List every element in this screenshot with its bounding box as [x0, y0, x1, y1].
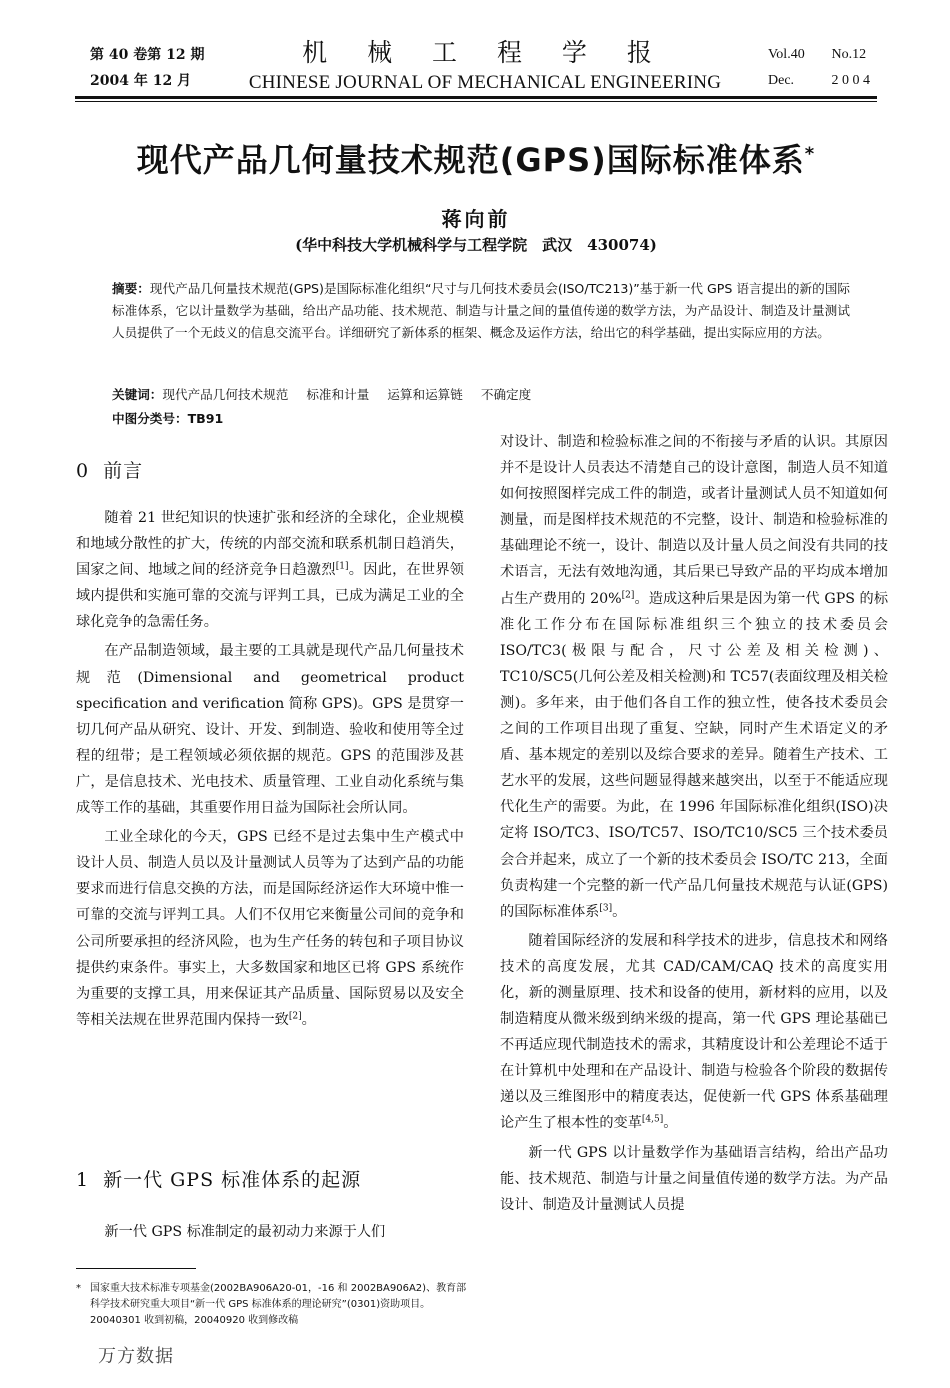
volume-en: Vol.40 — [768, 47, 805, 62]
paragraph — [76, 505, 464, 635]
paragraph — [500, 928, 888, 1137]
section-number: 1 — [76, 1169, 90, 1191]
citation: [4,5] — [641, 1114, 664, 1125]
footnote — [76, 1281, 468, 1329]
paragraph-text: 随着 21 世纪知识的快速扩张和经济的全球化，企业规模和地域分散性的扩大，传统的内部交流和联系机制日趋消失，国家之间、地域之间的经济竞争日趋激烈 — [76, 510, 464, 579]
abstract — [112, 278, 850, 344]
footnote-text: 国家重大技术标准专项基金(2002BA906A20-01，-16 和 2002BA906A2)、教育部科学技术研究重大项目“新一代 GPS 标准体系的理论研究”(0301)资助项目。20040301 收到初稿，20040920 收到修改稿 — [90, 1283, 467, 1326]
keyword-item: 标准和计量 — [306, 387, 370, 402]
classification-value: TB91 — [187, 411, 224, 426]
author: 蒋向前 — [441, 207, 511, 231]
keyword-item: 不确定度 — [480, 387, 532, 402]
journal-name-cn: 机 械 工 程 学 报 — [302, 38, 668, 67]
paragraph — [500, 429, 888, 925]
paragraph-text: 。因此，在世界领域内提供和实施可靠的交流与评判工具，已成为满足工业的全球化竞争的急需任务。 — [76, 562, 464, 631]
paragraph-text: 对设计、制造和检验标准之间的不衔接与矛盾的认识。其原因并不是设计人员表达不清楚自己的设计意图，制造人员不知道如何按照图样完成工件的制造，或者计量测试人员不知道如何测量，而是图样技术规范的不完整，设计、制造和检验标准的基础理论不统一，设计、制造以及计量人员之间没有共同的技术语言，无法有效地沟通，其后果已导致产品的平均成本增加占生产费用的 20% — [500, 434, 888, 607]
paragraph: 新一代 GPS 以计量数学作为基础语言结构，给出产品功能、技术规范、制造与计量之间量值传递的数学方法。为产品设计、制造及计量测试人员提 — [500, 1144, 888, 1213]
paragraph — [76, 824, 464, 1033]
paragraph: 新一代 GPS 标准制定的最初动力来源于人们 — [104, 1224, 386, 1240]
paragraph: 在产品制造领域，最主要的工具就是现代产品几何量技术规范(Dimensional and geometrical product specification and verification 简称 GPS)。GPS 是贯穿一切几何产品从研究、设计、开发、到制造、验收和使用等全过程的纽带；是工程领域必须依据的规范。GPS 的范围涉及甚广，是信息技术、光电技术、质量管理、工业自动化系统与集成等工作的基础，其重要作用日益为国际社会所认同。 — [76, 643, 464, 817]
paragraph-text: 。 — [663, 1115, 678, 1132]
paragraph-text: 工业全球化的今天，GPS 已经不是过去集中生产模式中设计人员、制造人员以及计量测试人员等为了达到产品的功能要求而进行信息交换的方法，而是国际经济运作大环境中惟一可靠的交流与评判工具。人们不仅用它来衡量公司间的竞争和公司所要承担的经济风险，也为生产任务的转包和子项目协议提供约束条件。事实上，大多数国家和地区已将 GPS 系统作为重要的支撑工具，用来保证其产品质量、国际贸易以及安全等相关法规在世界范围内保持一致 — [76, 829, 464, 1028]
footnote-rule — [76, 1268, 196, 1269]
classification — [112, 408, 223, 430]
issue-info-cn — [90, 42, 204, 94]
section-heading-0 — [76, 456, 143, 483]
abstract-text: 现代产品几何量技术规范(GPS)是国际标准化组织“尺寸与几何技术委员会(ISO/TC213)”基于新一代 GPS 语言提出的新的国际标准体系，它以计量数学为基础，给出产品功能、技术规范、制造与计量之间的量值传递的数学方法，为产品设计、制造及计量测试人员提供了一个无歧义的信息交流平台。详细研究了新体系的框架、概念及运作方法，给出它的科学基础，提出实际应用的方法。 — [112, 281, 851, 340]
month-en: Dec. — [768, 73, 795, 88]
footnote-mark: * — [76, 1283, 81, 1294]
citation: [2] — [621, 589, 635, 600]
paragraph-text: 。 — [301, 1011, 316, 1028]
paragraph-text: 随着国际经济的发展和科学技术的进步，信息技术和网络技术的高度发展，尤其 CAD/CAM/CAQ 技术的高度实用化，新的测量原理、技术和设备的使用，新材料的应用，以及制造精度从微米级到纳米级的提高，第一代 GPS 理论基础已不再适应现代制造技术的需求，其精度设计和公差理论不适于在计算机中处理和在产品设计、制造与检验各个阶段的数据传递以及三维图形中的精度表达，促使新一代 GPS 体系基础理论产生了根本性的变革 — [500, 932, 888, 1132]
issue-info-en — [768, 42, 870, 94]
citation: [2] — [288, 1011, 302, 1022]
paper-title-text: 现代产品几何量技术规范(GPS)国际标准体系 — [136, 141, 805, 179]
paper-title — [75, 135, 877, 181]
database-watermark: 万方数据 — [98, 1346, 174, 1367]
title-footnote-mark: * — [804, 143, 816, 165]
year-en: 2 0 0 4 — [831, 73, 870, 88]
number-en: No.12 — [831, 47, 867, 62]
right-column-body — [500, 429, 888, 1218]
keyword-item: 现代产品几何技术规范 — [162, 387, 289, 402]
citation: [3] — [599, 902, 613, 913]
left-column-body — [76, 505, 464, 1033]
keywords-label: 关键词： — [112, 387, 163, 402]
paragraph-text: 。造成这种后果是因为第一代 GPS 的标准化工作分布在国际标准组织三个独立的技术委员会 ISO/TC3(极限与配合，尺寸公差及相关检测)、TC10/SC5(几何公差及相关检测)和 TC57(表面纹理及相关检测)。多年来，由于他们各自工作的独立性，使各技术委员会之间的工作项目出现了重复、空缺，同时产生术语定义的矛盾、基本规定的差别以及综合要求的差异。随着生产技术、工艺水平的发展，这些问题显得越来越突出，以至于不能适应现代化生产的需要。为此，在 1996 年国际标准化组织(ISO)决定将 ISO/TC3、ISO/TC57、ISO/TC10/SC5 三个技术委员会合并起来，成立了一个新的技术委员会 ISO/TC 213，全面负责构建一个完整的新一代产品几何量技术规范与认证(GPS)的国际标准体系 — [500, 590, 889, 920]
abstract-label: 摘要： — [112, 281, 150, 296]
citation: [1] — [335, 561, 349, 572]
volume-cn: 第 40 卷第 12 期 — [90, 47, 205, 63]
section-title: 前言 — [103, 460, 144, 482]
journal-name-en: CHINESE JOURNAL OF MECHANICAL ENGINEERING — [248, 72, 722, 93]
left-column-tail — [76, 1219, 464, 1245]
journal-name — [230, 36, 740, 96]
section-heading-1 — [76, 1165, 361, 1192]
affiliation: (华中科技大学机械科学与工程学院 武汉 430074) — [295, 236, 657, 254]
date-cn: 2004 年 12 月 — [90, 73, 192, 89]
header-rule-thick — [75, 96, 877, 99]
section-title: 新一代 GPS 标准体系的起源 — [103, 1169, 362, 1191]
header-rule-thin — [75, 101, 877, 102]
keywords — [112, 384, 549, 406]
classification-label: 中图分类号： — [112, 411, 188, 426]
keyword-item: 运算和运算链 — [387, 387, 463, 402]
section-number: 0 — [76, 460, 90, 482]
paragraph-text: 。 — [612, 903, 627, 920]
